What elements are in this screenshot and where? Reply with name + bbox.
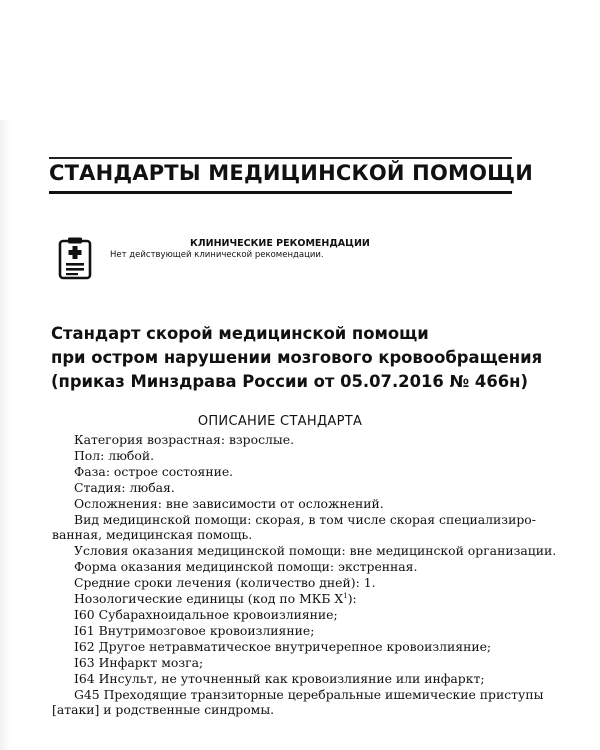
icd-footnote-mark: 1 [343, 591, 348, 600]
icd-code-line: I64 Инсульт, не уточненный как кровоизлияние или инфаркт; [74, 670, 485, 686]
clipboard-medical-icon [58, 236, 92, 280]
description-line: ванная, медицинская помощь. [52, 527, 253, 543]
description-line: Осложнения: вне зависимости от осложнений. [74, 495, 384, 511]
icd-line [52, 591, 510, 607]
chapter-rule-bottom [49, 191, 512, 194]
description-line: Категория возрастная: взрослые. [74, 432, 295, 447]
description-line: Пол: любой. [74, 447, 155, 463]
chapter-rule-top [49, 157, 512, 159]
standard-title-line: при остром нарушении мозгового кровообращения [51, 348, 543, 367]
icd-code-line: I63 Инфаркт мозга; [74, 654, 204, 670]
clinical-recommendations-text: Нет действующей клинической рекомендации. [110, 250, 324, 260]
description-line: Стадия: любая. [74, 479, 175, 495]
icd-code-line: I62 Другое нетравматическое внутричерепное кровоизлияние; [74, 638, 492, 654]
clinical-recommendations-heading: КЛИНИЧЕСКИЕ РЕКОМЕНДАЦИИ [190, 238, 370, 249]
standard-title-line: Стандарт скорой медицинской помощи [51, 324, 429, 343]
chapter-title: СТАНДАРТЫ МЕДИЦИНСКОЙ ПОМОЩИ [49, 161, 533, 185]
standard-title [51, 322, 551, 394]
description-line: Условия оказания медицинской помощи: вне медицинской организации. [74, 543, 557, 559]
icd-code-line: [атаки] и родственные синдромы. [52, 702, 275, 718]
description-heading: ОПИСАНИЕ СТАНДАРТА [197, 414, 363, 429]
icd-suffix: ): [347, 591, 357, 607]
description-line: Форма оказания медицинской помощи: экстренная. [74, 559, 418, 575]
description-line: Фаза: острое состояние. [74, 463, 234, 479]
page-edge-shadow [0, 120, 10, 750]
standard-title-line: (приказ Минздрава России от 05.07.2016 № 466н) [51, 372, 528, 391]
icd-code-line: I61 Внутримозговое кровоизлияние; [74, 622, 315, 638]
icd-label: Нозологические единицы (код по МКБ X [74, 591, 344, 607]
description-body [52, 432, 557, 718]
icd-code-line: G45 Преходящие транзиторные церебральные ишемические приступы [74, 686, 544, 702]
description-line: Средние сроки лечения (количество дней): 1. [74, 575, 376, 591]
icd-code-line: I60 Субарахноидальное кровоизлияние; [74, 606, 338, 622]
description-line: Вид медицинской помощи: скорая, в том числе скорая специализиро- [74, 511, 536, 527]
